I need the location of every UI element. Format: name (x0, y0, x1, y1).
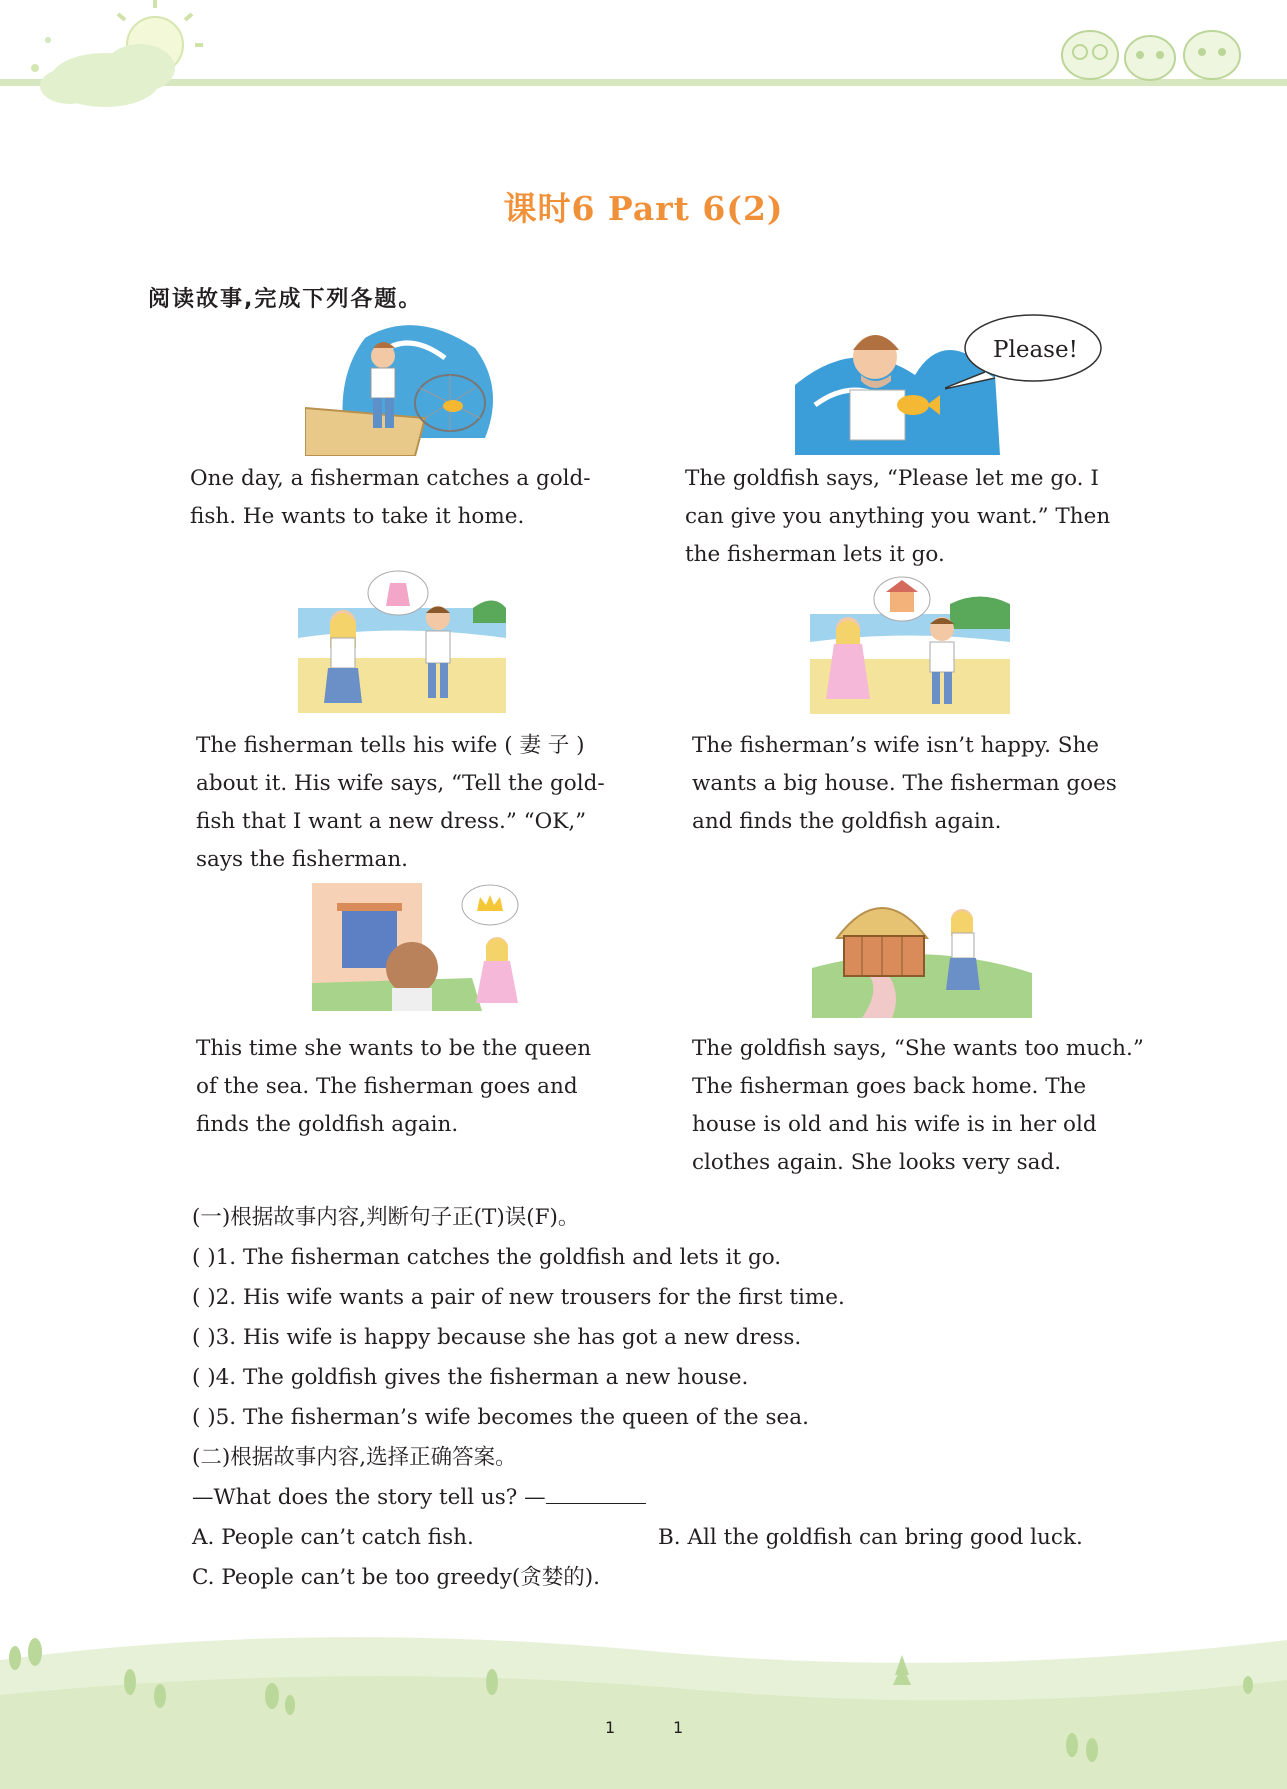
story-line: about it. His wife says, “Tell the gold- (196, 771, 605, 796)
story-line: clothes again. She looks very sad. (692, 1150, 1062, 1175)
story-line: the fisherman lets it go. (685, 542, 945, 567)
illustration-wife-house (810, 574, 1010, 714)
illustration-wife-queen (312, 883, 522, 1011)
answer-blank[interactable] (546, 1485, 646, 1504)
story-line: says the fisherman. (196, 847, 409, 872)
tf-question-5[interactable]: ( )5. The fisherman’s wife becomes the queen of the sea. (192, 1405, 809, 1430)
story-panel-1 (190, 460, 622, 536)
options-row-1 (192, 1518, 1142, 1558)
footer-decoration (0, 1600, 1287, 1789)
story-panel-6 (692, 1030, 1158, 1182)
story-line: The fisherman goes back home. The (692, 1074, 1087, 1099)
illustration-old-house (812, 878, 1032, 1018)
cloud-sun-icon (31, 0, 203, 107)
instruction: 阅读故事,完成下列各题。 (148, 287, 423, 312)
story-line: The goldfish says, “She wants too much.” (692, 1036, 1144, 1061)
story-line: wants a big house. The fisherman goes (692, 771, 1117, 796)
illustration-wife-dress (298, 568, 506, 713)
story-panel-3 (196, 727, 628, 879)
questions-section (192, 1198, 1142, 1598)
story-line: This time she wants to be the queen (196, 1036, 592, 1061)
page-number-right: 1 (673, 1718, 684, 1737)
story-line: house is old and his wife is in her old (692, 1112, 1097, 1137)
tf-question-4[interactable]: ( )4. The goldfish gives the fisherman a new house. (192, 1365, 749, 1390)
option-b[interactable]: B. All the goldfish can bring good luck. (658, 1525, 1083, 1550)
story-line: fish that I want a new dress.” “OK,” (196, 809, 587, 834)
story-line: The fisherman’s wife isn’t happy. She (692, 733, 1100, 758)
speech-bubble-text: Please! (993, 337, 1078, 363)
story-line: and finds the goldfish again. (692, 809, 1002, 834)
story-panel-4 (692, 727, 1158, 841)
animal-faces-icon (1062, 31, 1240, 80)
story-panel-5 (196, 1030, 621, 1144)
page-title: 课时6 Part 6(2) (503, 189, 784, 228)
option-c[interactable]: C. People can’t be too greedy(贪婪的). (192, 1565, 600, 1590)
story-line: The goldfish says, “Please let me go. I (685, 466, 1099, 491)
illustration-fisherman-catch (305, 318, 505, 456)
story-line: The fisherman tells his wife ( 妻 子 ) (196, 733, 585, 758)
tf-question-1[interactable]: ( )1. The fisherman catches the goldfish and lets it go. (192, 1245, 782, 1270)
story-panel-2 (685, 460, 1157, 574)
tf-question-2[interactable]: ( )2. His wife wants a pair of new trousers for the first time. (192, 1285, 845, 1310)
choice-question (192, 1478, 1142, 1518)
header-decoration (0, 0, 1287, 120)
part2-heading: (二)根据故事内容,选择正确答案。 (192, 1445, 517, 1470)
story-line: One day, a fisherman catches a gold- (190, 466, 591, 491)
option-a[interactable]: A. People can’t catch fish. (192, 1525, 474, 1550)
page-number-left: 1 (605, 1718, 616, 1737)
story-line: finds the goldfish again. (196, 1112, 459, 1137)
part1-heading: (一)根据故事内容,判断句子正(T)误(F)。 (192, 1205, 580, 1230)
story-line: fish. He wants to take it home. (190, 504, 525, 529)
story-line: of the sea. The fisherman goes and (196, 1074, 578, 1099)
choice-question-text: —What does the story tell us? — (192, 1485, 546, 1510)
story-line: can give you anything you want.” Then (685, 504, 1111, 529)
tf-question-3[interactable]: ( )3. His wife is happy because she has got a new dress. (192, 1325, 802, 1350)
